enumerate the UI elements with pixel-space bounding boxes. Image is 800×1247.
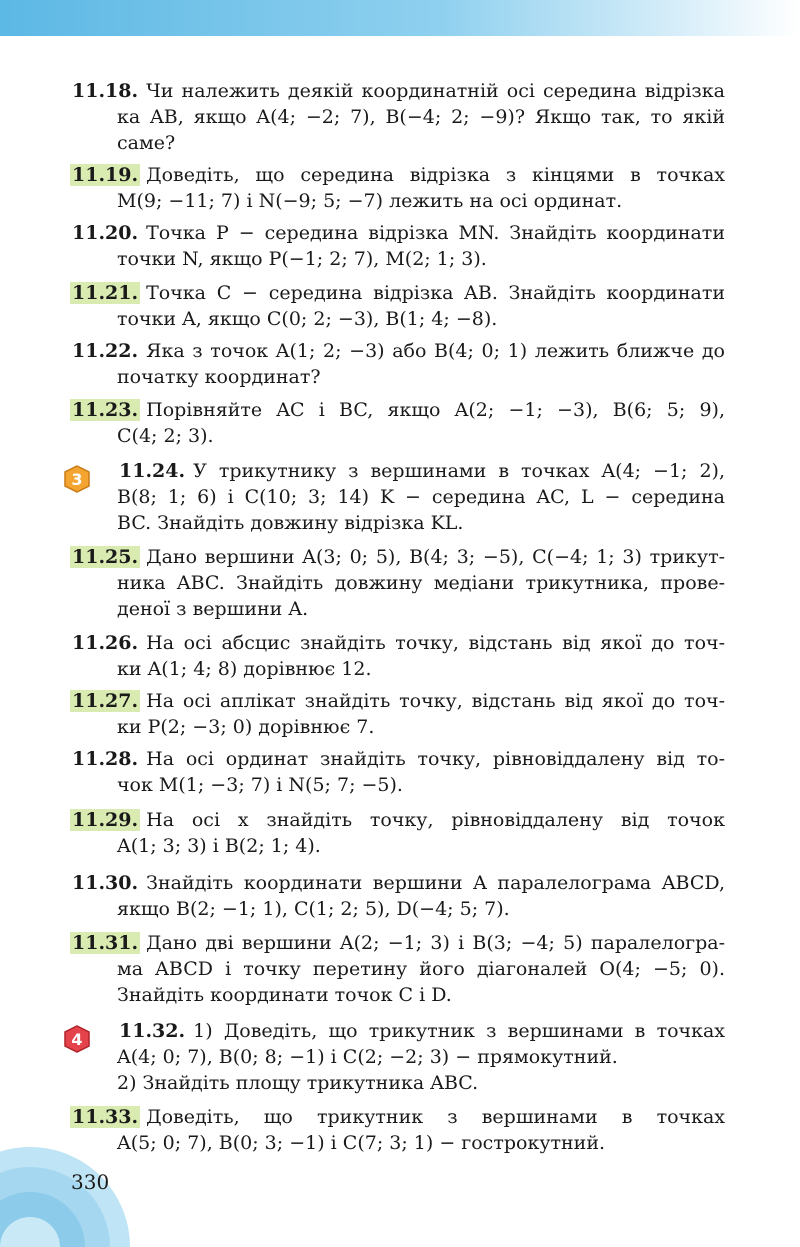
exercise-11-21 xyxy=(70,280,725,332)
exercise-number: 11.31. xyxy=(72,932,139,954)
exercise-text: Точка P − середина відрізка MN. Знайдіть координати xyxy=(146,222,725,244)
exercise-11-25 xyxy=(70,544,725,622)
exercise-11-30 xyxy=(70,870,725,922)
exercise-text: На осі аплікат знайдіть точку, відстань від якої до точ- xyxy=(146,690,725,712)
exercise-text: B(8; 1; 6) і C(10; 3; 14) K − середина AC, L − середина xyxy=(117,486,725,508)
exercise-text: ма ABCD і точку перетину його діагоналей O(4; −5; 0). xyxy=(117,958,725,980)
exercise-11-32 xyxy=(70,1018,725,1096)
exercise-text: A(5; 0; 7), B(0; 3; −1) і C(7; 3; 1) − гострокутний. xyxy=(117,1132,606,1154)
exercise-text: M(9; −11; 7) і N(−9; 5; −7) лежить на осі ординат. xyxy=(117,190,623,212)
exercise-text: A(4; 0; 7), B(0; 8; −1) і C(2; −2; 3) − прямокутний. xyxy=(117,1046,618,1068)
page-number: 330 xyxy=(71,1170,110,1194)
exercise-11-24 xyxy=(70,458,725,536)
exercise-text: Доведіть, що трикутник з вершинами в точках xyxy=(146,1106,725,1128)
exercise-text: Знайдіть координати вершини A паралелограма ABCD, xyxy=(146,872,725,894)
top-color-band xyxy=(0,0,800,36)
exercise-number: 11.21. xyxy=(72,282,139,304)
exercise-text: У трикутнику з вершинами в точках A(4; −1; 2), xyxy=(193,460,725,482)
exercise-number: 11.33. xyxy=(72,1106,139,1128)
exercise-text: Доведіть, що середина відрізка з кінцями в точках xyxy=(146,164,725,186)
exercise-number: 11.25. xyxy=(72,546,139,568)
exercise-text: Точка C − середина відрізка AB. Знайдіть координати xyxy=(146,282,725,304)
exercise-number: 11.20. xyxy=(72,222,139,244)
exercise-number: 11.29. xyxy=(72,809,139,831)
exercise-text: ника ABC. Знайдіть довжину медіани трикутника, прове- xyxy=(117,572,725,594)
exercise-text: На осі ординат знайдіть точку, рівновіддалену від то- xyxy=(146,748,725,770)
exercise-11-31 xyxy=(70,930,725,1008)
exercise-number: 11.30. xyxy=(72,872,139,894)
exercise-number: 11.27. xyxy=(72,690,139,712)
difficulty-level-3-badge xyxy=(62,464,92,494)
exercise-text: ки P(2; −3; 0) дорівнює 7. xyxy=(117,716,375,738)
exercise-11-19 xyxy=(70,162,725,214)
exercise-11-18 xyxy=(70,78,725,156)
exercise-text: Порівняйте AC і BC, якщо A(2; −1; −3), B(6; 5; 9), xyxy=(146,399,725,421)
exercise-11-20 xyxy=(70,220,725,272)
exercise-number: 11.28. xyxy=(72,748,139,770)
exercise-number: 11.26. xyxy=(72,632,139,654)
exercise-text: деної з вершини A. xyxy=(117,598,309,620)
exercise-11-26 xyxy=(70,630,725,682)
exercise-text: початку координат? xyxy=(117,366,321,388)
exercise-text: ки A(1; 4; 8) дорівнює 12. xyxy=(117,658,372,680)
exercise-text: Знайдіть координати точок C і D. xyxy=(117,984,452,1006)
exercise-text: На осі абсцис знайдіть точку, відстань від якої до точ- xyxy=(146,632,725,654)
badge-label: 4 xyxy=(71,1030,83,1049)
exercise-number: 11.23. xyxy=(72,399,139,421)
exercise-text: 1) Доведіть, що трикутник з вершинами в точках xyxy=(193,1020,725,1042)
exercise-text: чок M(1; −3; 7) і N(5; 7; −5). xyxy=(117,774,403,796)
difficulty-level-4-badge xyxy=(62,1024,92,1054)
exercise-text: Дано вершини A(3; 0; 5), B(4; 3; −5), C(−4; 1; 3) трикут- xyxy=(146,546,725,568)
exercise-11-22 xyxy=(70,338,725,390)
exercise-number: 11.18. xyxy=(72,80,139,102)
exercise-11-33 xyxy=(70,1104,725,1156)
exercise-text: якщо B(2; −1; 1), C(1; 2; 5), D(−4; 5; 7). xyxy=(117,898,510,920)
exercise-text: BC. Знайдіть довжину відрізка KL. xyxy=(117,512,464,534)
exercise-text: саме? xyxy=(117,132,176,154)
exercise-text: Яка з точок A(1; 2; −3) або B(4; 0; 1) лежить ближче до xyxy=(146,340,725,362)
exercise-number: 11.32. xyxy=(119,1020,186,1042)
exercise-number: 11.24. xyxy=(119,460,186,482)
exercise-text: На осі x знайдіть точку, рівновіддалену від точок xyxy=(146,809,725,831)
exercise-text: точки A, якщо C(0; 2; −3), B(1; 4; −8). xyxy=(117,308,498,330)
exercise-text: C(4; 2; 3). xyxy=(117,425,214,447)
exercise-text: ка AB, якщо A(4; −2; 7), B(−4; 2; −9)? Якщо так, то якій xyxy=(117,106,725,128)
exercise-text: Дано дві вершини A(2; −1; 3) і B(3; −4; 5) паралелогра- xyxy=(146,932,725,954)
exercise-11-27 xyxy=(70,688,725,740)
exercise-number: 11.19. xyxy=(72,164,139,186)
exercise-text: A(1; 3; 3) і B(2; 1; 4). xyxy=(117,835,321,857)
exercise-11-28 xyxy=(70,746,725,798)
exercise-text: точки N, якщо P(−1; 2; 7), M(2; 1; 3). xyxy=(117,248,487,270)
badge-label: 3 xyxy=(71,470,83,489)
exercise-text: Чи належить деякій координатній осі середина відрізка xyxy=(146,80,725,102)
exercise-number: 11.22. xyxy=(72,340,139,362)
exercise-11-23 xyxy=(70,397,725,449)
exercise-text: 2) Знайдіть площу трикутника ABC. xyxy=(117,1072,479,1094)
exercise-11-29 xyxy=(70,807,725,859)
